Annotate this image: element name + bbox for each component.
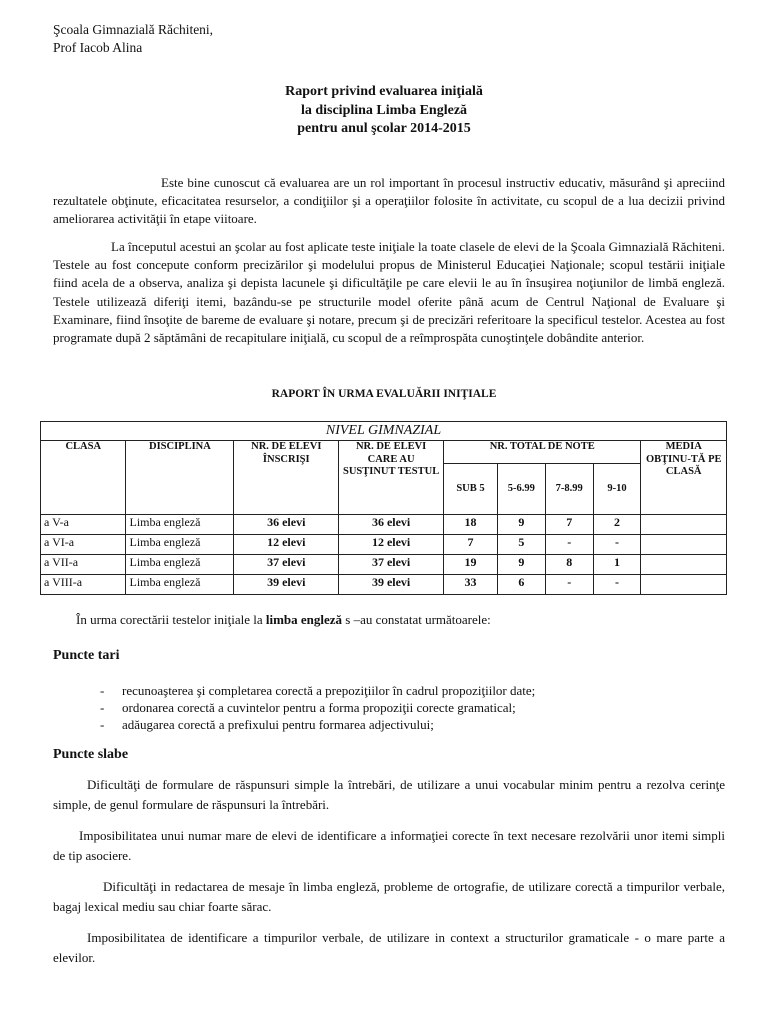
cell-media [641,515,727,535]
cell-sustinut: 37 elevi [339,555,444,575]
cell-clasa: a VII-a [41,555,126,575]
header-sustinut: NR. DE ELEVI CARE AU SUSŢINUT TESTUL [339,441,444,515]
header-7-899: 7-8.99 [545,464,593,515]
cell-7-899: 7 [545,515,593,535]
header-media: MEDIA OBŢINU-TĂ PE CLASĂ [641,441,727,515]
cell-sub5: 33 [444,575,498,595]
report-title: RAPORT ÎN URMA EVALUĂRII INIŢIALE [271,388,497,400]
cell-media [641,555,727,575]
table-level-row [41,422,727,441]
findings-intro [76,612,491,628]
findings-intro-before: În urma corectării testelor iniţiale la [76,612,266,627]
cell-media [641,575,727,595]
header-total-note: NR. TOTAL DE NOTE [444,441,641,464]
cell-disciplina: Limba engleză [126,535,234,555]
cell-7-899: - [545,575,593,595]
header-clasa: CLASA [41,441,126,515]
weakness-paragraph-1: Dificultăţi de formulare de răspunsuri simple la întrebări, de utilizare a unui vocabular minim pentru a rezolva cerinţe simple, de genul formulare de răspunsuri la întrebări. [53,777,725,812]
strength-text: recunoaşterea şi completarea corectă a prepoziţiilor în cadrul propoziţiilor date; [122,683,536,698]
cell-5-699: 9 [497,555,545,575]
cell-9-10: 1 [593,555,641,575]
school-name: Şcoala Gimnazială Răchiteni, [53,22,214,37]
cell-clasa: a VI-a [41,535,126,555]
cell-sustinut: 12 elevi [339,535,444,555]
results-table [40,421,727,595]
cell-clasa: a V-a [41,515,126,535]
cell-inscrisi: 39 elevi [234,575,339,595]
strength-item [100,699,535,716]
table-row [41,535,727,555]
table-row [41,555,727,575]
cell-5-699: 9 [497,515,545,535]
cell-sustinut: 39 elevi [339,575,444,595]
cell-disciplina: Limba engleză [126,555,234,575]
strength-item [100,716,535,733]
strength-item [100,682,535,699]
strength-text: ordonarea corectă a cuvintelor pentru a forma propoziţii corecte gramatical; [122,700,516,715]
document-title [0,83,768,139]
intro-paragraph-2: La începutul acestui an şcolar au fost aplicate teste iniţiale la toate clasele de elevi de la Şcoala Gimnazială Răchiteni. Testele au fost concepute conform precizărilor şi modelului propus de Ministerul Educaţiei Naţionale; scopul testării iniţiale fiind acela de a observa, analiza şi depista lacunele şi dificultăţile pe care elevii le au în însuşirea noţiunilor de limbă engleză. Testele utilizează diferiţi itemi, bazându-se pe structurile model oferite până acum de Centrul Naţional de Evaluare şi Examinare, fiind însoţite de bareme de evaluare şi notare, precum şi de precizări referitoare la specificul testelor. Acestea au fost programate după 2 săptămâni de recapitulare iniţială, cu scopul de a reîmprospăta cunoştinţele dobândite anterior. [53,239,725,346]
cell-inscrisi: 37 elevi [234,555,339,575]
level-heading: NIVEL GIMNAZIAL [41,422,727,441]
cell-sub5: 18 [444,515,498,535]
cell-7-899: 8 [545,555,593,575]
weaknesses-heading: Puncte slabe [53,747,129,762]
strengths-list [100,682,535,733]
bullet-dash: - [100,717,105,732]
cell-7-899: - [545,535,593,555]
header-sub5: SUB 5 [444,464,498,515]
bullet-dash: - [100,700,105,715]
table-row [41,515,727,535]
cell-disciplina: Limba engleză [126,515,234,535]
intro-paragraph-1: Este bine cunoscut că evaluarea are un rol important în procesul instructiv educativ, măsurând şi apreciind rezultatele obţinute, eficacitatea resurselor, a condiţiilor şi a operaţiilor folosite în activitate, cu scopul de a lua decizii privind ameliorarea activităţii în etape viitoare. [53,175,725,227]
table-row [41,575,727,595]
cell-sustinut: 36 elevi [339,515,444,535]
header-9-10: 9-10 [593,464,641,515]
findings-intro-after: s –au constatat următoarele: [342,612,491,627]
teacher-name: Prof Iacob Alina [53,40,143,55]
header-disciplina: DISCIPLINA [126,441,234,515]
cell-5-699: 6 [497,575,545,595]
table-header-row [41,441,727,464]
header-5-699: 5-6.99 [497,464,545,515]
cell-inscrisi: 12 elevi [234,535,339,555]
cell-sub5: 19 [444,555,498,575]
cell-9-10: - [593,575,641,595]
bullet-dash: - [100,683,105,698]
cell-5-699: 5 [497,535,545,555]
weakness-paragraph-2: Imposibilitatea unui numar mare de elevi de identificare a informaţiei corecte în text necesare rezolvării unor itemi simpli de tip asociere. [53,828,725,863]
title-line-2: la disciplina Limba Engleză [300,102,468,118]
cell-9-10: 2 [593,515,641,535]
cell-media [641,535,727,555]
cell-disciplina: Limba engleză [126,575,234,595]
strength-text: adăugarea corectă a prefixului pentru formarea adjectivului; [122,717,434,732]
table-body [41,515,727,595]
header-inscrisi: NR. DE ELEVI ÎNSCRIŞI [234,441,339,515]
cell-9-10: - [593,535,641,555]
document-header [53,21,213,57]
weakness-paragraph-4: Imposibilitatea de identificare a timpurilor verbale, de utilizare in context a structurilor gramaticale - o mare parte a elevilor. [53,930,725,965]
title-line-3: pentru anul şcolar 2014-2015 [297,121,471,136]
cell-inscrisi: 36 elevi [234,515,339,535]
findings-intro-subject: limba engleză [265,612,343,627]
weakness-paragraph-3: Dificultăţi in redactarea de mesaje în limba engleză, probleme de ortografie, de utilizare corectă a timpurilor verbale, bagaj lexical mediu sau chiar foarte sărac. [53,879,725,914]
title-line-1: Raport privind evaluarea iniţială [285,84,483,99]
strengths-heading: Puncte tari [53,648,120,663]
cell-clasa: a VIII-a [41,575,126,595]
cell-sub5: 7 [444,535,498,555]
